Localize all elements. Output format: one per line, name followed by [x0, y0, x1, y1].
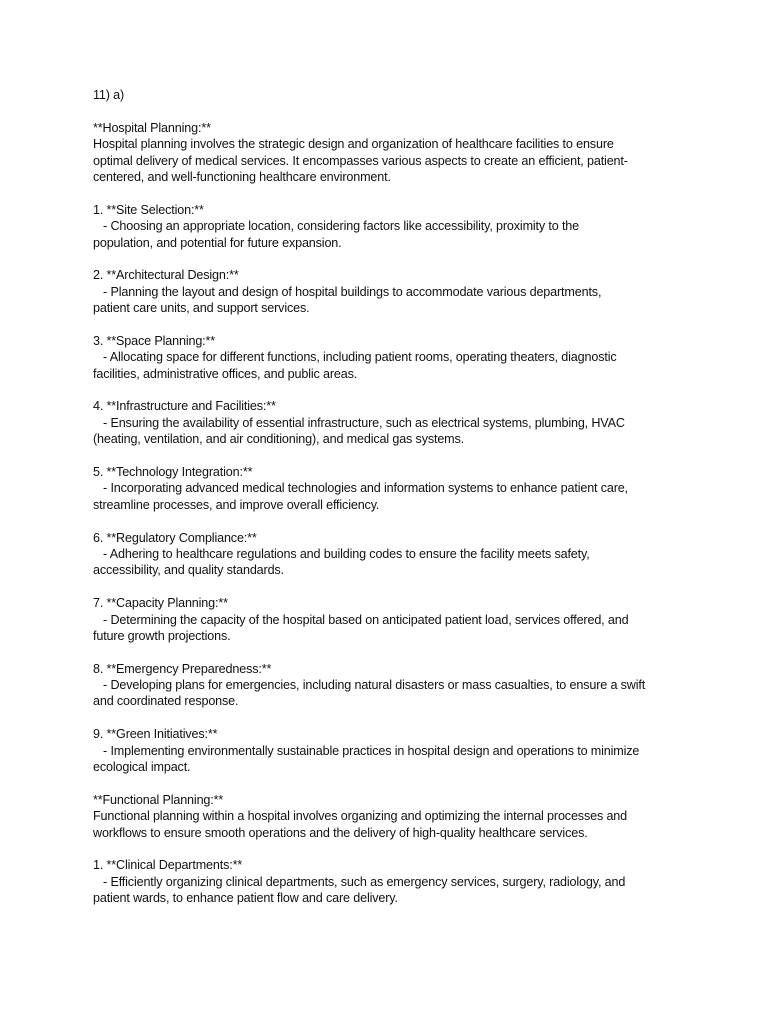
- intro-line: centered, and well-functioning healthcare environment.: [93, 169, 391, 184]
- item-heading: 1. **Clinical Departments:**: [93, 858, 243, 873]
- functional-planning-intro: [93, 792, 693, 841]
- item-heading: 6. **Regulatory Compliance:**: [93, 530, 257, 545]
- item-line: (heating, ventilation, and air conditioning), and medical gas systems.: [93, 432, 465, 447]
- item-line: - Allocating space for different functions, including patient rooms, operating theaters, diagnostic: [93, 350, 617, 365]
- list-item-site-selection: [93, 202, 693, 251]
- item-heading: 8. **Emergency Preparedness:**: [93, 661, 272, 676]
- item-line: - Ensuring the availability of essential infrastructure, such as electrical systems, plumbing, HVAC: [93, 415, 625, 430]
- section-heading-functional-planning: **Functional Planning:**: [93, 792, 224, 807]
- list-item-infrastructure: [93, 398, 693, 447]
- item-line: - Implementing environmentally sustainable practices in hospital design and operations to minimize: [93, 743, 640, 758]
- item-line: future growth projections.: [93, 628, 231, 643]
- hospital-planning-intro: [93, 120, 693, 186]
- item-line: - Planning the layout and design of hospital buildings to accommodate various departments,: [93, 284, 602, 299]
- item-heading: 4. **Infrastructure and Facilities:**: [93, 399, 276, 414]
- item-line: and coordinated response.: [93, 694, 239, 709]
- item-line: - Incorporating advanced medical technologies and information systems to enhance patient care,: [93, 481, 628, 496]
- question-label: 11) a): [93, 88, 125, 102]
- item-line: streamline processes, and improve overall efficiency.: [93, 497, 380, 512]
- item-line: patient wards, to enhance patient flow and care delivery.: [93, 891, 398, 906]
- item-line: patient care units, and support services.: [93, 301, 310, 316]
- list-item-architectural-design: [93, 267, 693, 316]
- item-line: accessibility, and quality standards.: [93, 563, 284, 578]
- item-heading: 5. **Technology Integration:**: [93, 464, 253, 479]
- item-line: population, and potential for future expansion.: [93, 235, 342, 250]
- intro-line: workflows to ensure smooth operations and the delivery of high-quality healthcare services.: [93, 825, 588, 840]
- item-heading: 7. **Capacity Planning:**: [93, 596, 228, 611]
- item-line: facilities, administrative offices, and public areas.: [93, 366, 358, 381]
- document-page: [93, 87, 693, 923]
- section-heading-hospital-planning: **Hospital Planning:**: [93, 120, 211, 135]
- item-heading: 9. **Green Initiatives:**: [93, 727, 218, 742]
- intro-line: Functional planning within a hospital involves organizing and optimizing the internal processes and: [93, 809, 628, 824]
- list-item-space-planning: [93, 333, 693, 382]
- item-line: - Efficiently organizing clinical departments, such as emergency services, surgery, radiology, and: [93, 874, 626, 889]
- item-heading: 2. **Architectural Design:**: [93, 268, 239, 283]
- item-line: - Adhering to healthcare regulations and building codes to ensure the facility meets safety,: [93, 546, 590, 561]
- list-item-technology-integration: [93, 464, 693, 513]
- item-heading: 3. **Space Planning:**: [93, 333, 216, 348]
- item-heading: 1. **Site Selection:**: [93, 202, 204, 217]
- item-line: - Developing plans for emergencies, including natural disasters or mass casualties, to ensure a swift: [93, 678, 646, 693]
- list-item-clinical-departments: [93, 857, 693, 906]
- intro-line: optimal delivery of medical services. It encompasses various aspects to create an efficient, patient-: [93, 153, 628, 168]
- item-line: ecological impact.: [93, 760, 191, 775]
- intro-line: Hospital planning involves the strategic design and organization of healthcare facilities to ensure: [93, 137, 614, 152]
- list-item-regulatory-compliance: [93, 530, 693, 579]
- item-line: - Determining the capacity of the hospital based on anticipated patient load, services offered, and: [93, 612, 629, 627]
- item-line: - Choosing an appropriate location, considering factors like accessibility, proximity to the: [93, 219, 580, 234]
- question-label-block: [93, 87, 693, 103]
- list-item-emergency-preparedness: [93, 661, 693, 710]
- list-item-capacity-planning: [93, 595, 693, 644]
- list-item-green-initiatives: [93, 726, 693, 775]
